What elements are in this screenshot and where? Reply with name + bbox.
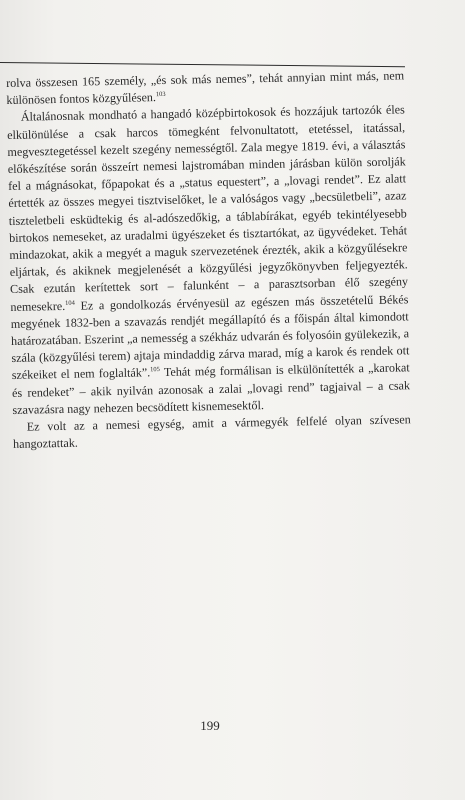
paragraph-text: Ez volt az a nemesi egység, amit a vármegyék felfelé olyan szívesen hangoztattak. — [12, 412, 411, 452]
paragraph-text: Tehát még formálisan is elkülönítették a „karokat és rendeket” – akik nyilván azonosak a zalai „lovagi rend” tagjaival – a csak szavazásra nagy nehezen becsödített kisnemesektől. — [11, 360, 411, 417]
paragraph-text: rolva összesen 165 személy, „és sok más nemes”, tehát annyian mint más, nem különösen fontos közgyűlésen. — [6, 68, 405, 108]
body-text — [6, 67, 411, 453]
paragraph-text: Ez a gondolkozás érvényesül az egészen más összetételű Békés megyének 1832-ben a szavazás rendjét megállapító és a főispán által kimondott határozatában. Eszerint „a nemesség a székház udvarán és folyosóin gyülekezik, a szála (közgyűlési terem) ajtaja mindaddig zárva marad, míg a karok és rendek ott székeiket el nem foglalták”. — [10, 291, 410, 383]
paragraph-text: Általánosnak mondható a hangadó középbirtokosok és hozzájuk tartozók éles elkülönülése a csak harcos tömegként felvonultatott, etetéssel, itatással, megvesztegetéssel kezelt szegény nemességtől. Zala megye 1819. évi, a választás előkészítése során összeírt nemesi lajstromában minden járásban külön sorolják fel a mágnásokat, főpapokat és a „status equestert”, a „lovagi rendet”. Ez alatt értették az összes megyei tisztviselőket, le a valóságos vagy „becsületbeli”, azaz tiszteletbeli esküdtekig és al-adószedőkig, a táblabírákat, egyéb tekintélyesebb birtokos nemeseket, az uradalmi ügyészeket és tisztartókat, az ügyvédeket. Tehát mindazokat, akik a megyét a maguk szervezetének érezték, akik a közgyűlésekre eljártak, és akiknek megjelenését a közgyűlési jegyzőkönyvben feljegyezték. Csak ezután kerítettek sort – falunként – a parasztsorban élő szegény nemesekre. — [7, 102, 409, 314]
page-number: 199 — [200, 718, 220, 733]
header-rule — [0, 62, 405, 67]
paragraph — [13, 411, 412, 453]
paragraph — [7, 102, 411, 419]
footnote-reference: 103 — [155, 91, 166, 99]
footnote-reference: 104 — [65, 299, 75, 307]
footnote-reference: 105 — [150, 366, 160, 374]
